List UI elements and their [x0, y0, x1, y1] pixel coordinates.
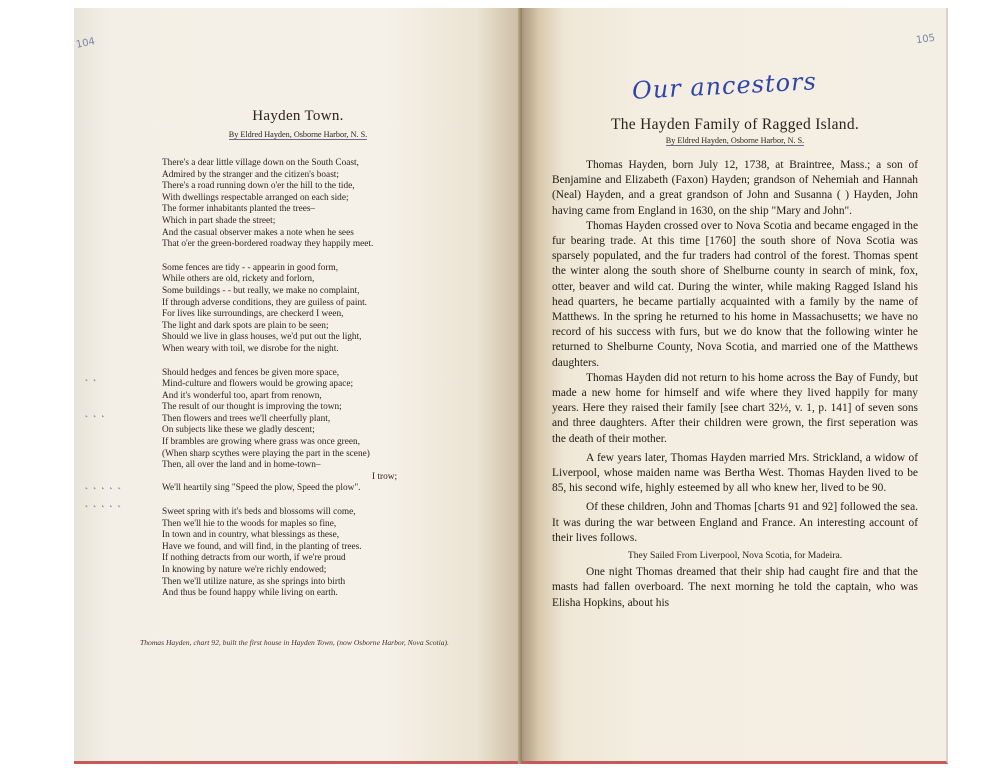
poem-line: When weary with toil, we disrobe for the night.: [162, 343, 339, 354]
poem-line: Sweet spring with it's beds and blossoms will come,: [162, 507, 356, 518]
poem-line: Should hedges and fences be given more space,: [162, 367, 340, 378]
poem-line: (When sharp scythes were playing the part in the scene): [162, 448, 370, 459]
left-page-number: 104: [75, 36, 97, 51]
left-page: [74, 8, 522, 764]
poem-line: If brambles are growing where grass was once green,: [162, 437, 360, 448]
poem-line: Then we'll hie to the woods for maples so fine,: [162, 518, 337, 529]
poem-line: On subjects like these we gladly descent;: [162, 425, 315, 436]
poem-line: Then we'll utilize nature, as she springs into birth: [162, 576, 346, 587]
article-paragraph: A few years later, Thomas Hayden married Mrs. Strickland, a widow of Liverpool, whose maiden name was Bertha West. Thomas Hayden lived to be 85, his second wife, highly esteemed by all who knew her, lived to be 90.: [552, 451, 918, 495]
right-page: [522, 8, 948, 764]
poem-line: The result of our thought is improving the town;: [162, 402, 342, 413]
handwritten-note: Our ancestors: [631, 67, 818, 105]
poem-line: Have we found, and will find, in the planting of trees.: [162, 541, 362, 552]
poem-line: Mind-culture and flowers would be growing apace;: [162, 379, 354, 390]
poem-line: Some buildings - - but really, we make no complaint,: [162, 285, 360, 296]
right-page-number: 105: [915, 32, 936, 47]
poem-line: For lives like surroundings, are checkerd I ween,: [162, 309, 344, 320]
poem-line: There's a road running down o'er the hill to the tide,: [162, 181, 355, 192]
article-subheading: They Sailed From Liverpool, Nova Scotia, for Madeira.: [627, 550, 843, 562]
poem-line: The light and dark spots are plain to be seen;: [162, 320, 329, 331]
poem-line: In knowing by nature we're richly endowed;: [162, 565, 327, 575]
poem-line: And the casual observer makes a note when he sees: [162, 227, 354, 238]
stanza-4: [162, 507, 397, 600]
poem-line: Admired by the stranger and the citizen's boast;: [162, 169, 339, 180]
poem-line: While others are old, rickety and forlorn,: [162, 274, 315, 285]
poem-line: Then, all over the land and in home-town–: [162, 460, 321, 471]
stanza-3: [162, 368, 397, 496]
poem-line: If through adverse conditions, they are guiless of paint.: [162, 297, 367, 308]
poem-line: Some fences are tidy - - appearin in good form,: [162, 262, 339, 273]
article-paragraph: Thomas Hayden crossed over to Nova Scotia and became engaged in the fur bearing trade. At this time [1760] the south shore of Nova Scotia was sparsely populated, and the fur traders had control of the forest. Thomas spent the winter along the south shore of Shelburne county in search of mink, fox, otter, beaver and wild cat. During the winter, while making Ragged Island his head quarters, he became partially acquainted with a family by the name of Matthews. In the spring he returned to his home in Massachusetts; we have no record of his success with furs, but we do know that the following winter he returned to Shelburne County, Nova Scotia, and married one of the Matthews daughters.: [552, 219, 918, 369]
article-paragraph: Thomas Hayden did not return to his home across the Bay of Fundy, but made a new home for himself and wife where they lived happily for many years. Here they raised their family [see chart 32½, v. 1, p. 141] of seven sons and three daughters. After their children were grown, the first seperation was the death of their mother.: [552, 371, 918, 445]
poem-line: I trow;: [372, 471, 398, 482]
photo-caption: Thomas Hayden, chart 92, built the first house in Hayden Town, (now Osborne Harbor, Nova Scotia).: [140, 638, 449, 647]
poem-line: Which in part shade the street;: [162, 215, 276, 226]
poem-line: The former inhabitants planted the trees–: [162, 204, 316, 215]
poem-line: And it's wonderful too, apart from renown,: [162, 390, 322, 401]
poem-line: We'll heartily sing "Speed the plow, Speed the plow".: [162, 483, 361, 494]
poem-title: Hayden Town.: [252, 108, 344, 124]
poem-line: With dwellings respectable arranged on each side;: [162, 192, 349, 203]
article-body: [552, 158, 918, 611]
article-paragraph: Thomas Hayden, born July 12, 1738, at Braintree, Mass.; a son of Benjamine and Elizabeth (Faxon) Hayden; grandson of Nehemiah and Hannah (Neal) Hayden, and a great grandson of John and Susanna ( ) Hayden, John having came from England in 1630, on the ship "Mary and John".: [552, 159, 918, 217]
stanza-2: [162, 263, 397, 356]
poem-line: Should we live in glass houses, we'd put out the light,: [162, 332, 362, 343]
poem-line: That o'er the green-bordered roadway they happily meet.: [162, 239, 374, 250]
pencil-marks: ˛ ˛ ˛ ˛ ˛ ˛ ˛ ˛ ˛ ˛ ˛ ˛ ˛ ˛ ˛: [84, 371, 122, 508]
poem-byline: By Eldred Hayden, Osborne Harbor, N. S.: [228, 130, 368, 139]
article-title: The Hayden Family of Ragged Island.: [610, 116, 860, 133]
article-byline: By Eldred Hayden, Osborne Harbor, N. S.: [665, 136, 805, 145]
poem-body: [162, 158, 397, 612]
poem-line: There's a dear little village down on the South Coast,: [162, 158, 359, 168]
poem-line: And thus be found happy while living on earth.: [162, 588, 338, 599]
poem-line: If nothing detracts from our worth, if we're proud: [162, 553, 346, 564]
poem-line: In town and in country, what blessings as these,: [162, 530, 340, 541]
article-paragraph: One night Thomas dreamed that their ship had caught fire and that the masts had fallen overboard. The next morning he told the captain, who was Elisha Hopkins, about his: [552, 566, 918, 609]
article-paragraph: Of these children, John and Thomas [charts 91 and 92] followed the sea. It was during the war between England and France. An interesting account of their lives follows.: [552, 501, 918, 544]
poem-line: Then flowers and trees we'll cheerfully plant,: [162, 413, 331, 424]
stanza-1: [162, 158, 397, 251]
